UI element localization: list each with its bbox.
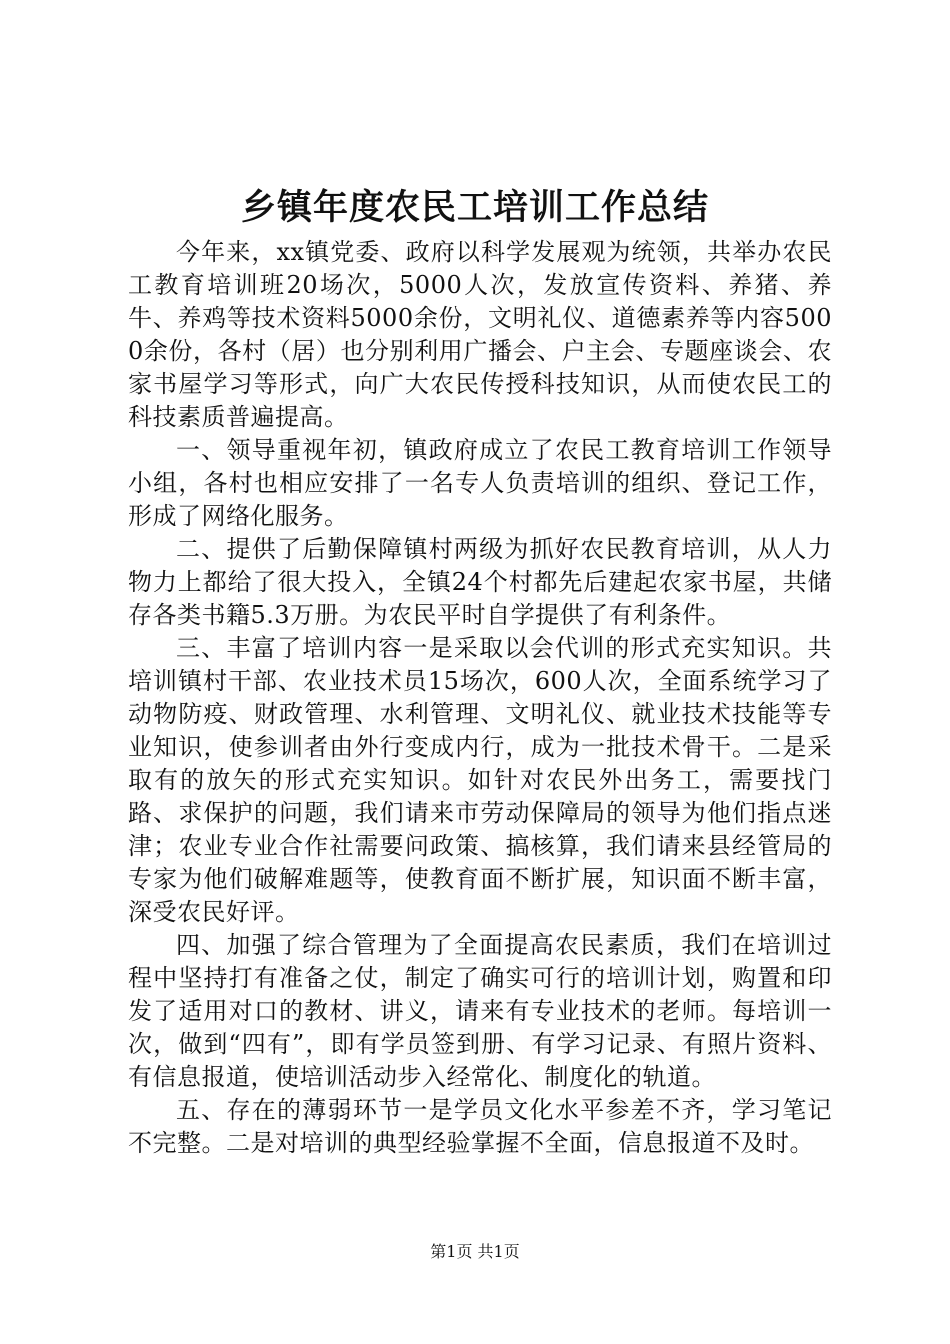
paragraph-leadership: 一、领导重视年初，镇政府成立了农民工教育培训工作领导小组，各村也相应安排了一名专人负责培训的组织、登记工作，形成了网络化服务。: [128, 436, 832, 530]
paragraph-content: 三、丰富了培训内容一是采取以会代训的形式充实知识。共培训镇村干部、农业技术员15场次，600人次，全面系统学习了动物防疫、财政管理、水利管理、文明礼仪、就业技术技能等专业知识，使参训者由外行变成内行，成为一批技术骨干。二是采取有的放矢的形式充实知识。如针对农民外出务工，需要找门路、求保护的问题，我们请来市劳动保障局的领导为他们指点迷津；农业专业合作社需要问政策、搞核算，我们请来县经管局的专家为他们破解难题等，使教育面不断扩展，知识面不断丰富，深受农民好评。: [128, 634, 832, 926]
paragraph-intro: 今年来，xx镇党委、政府以科学发展观为统领，共举办农民工教育培训班20场次，5000人次，发放宣传资料、养猪、养牛、养鸡等技术资料5000余份，文明礼仪、道德素养等内容5000余份，各村（居）也分别利用广播会、户主会、专题座谈会、农家书屋学习等形式，向广大农民传授科技知识，从而使农民工的科技素质普遍提高。: [128, 238, 832, 431]
paragraph-logistics: 二、提供了后勤保障镇村两级为抓好农民教育培训，从人力物力上都给了很大投入，全镇24个村都先后建起农家书屋，共储存各类书籍5.3万册。为农民平时自学提供了有利条件。: [128, 535, 832, 629]
document-title: 乡镇年度农民工培训工作总结: [240, 187, 709, 228]
paragraph-management: 四、加强了综合管理为了全面提高农民素质，我们在培训过程中坚持打有准备之仗，制定了确实可行的培训计划，购置和印发了适用对口的教材、讲义，请来有专业技术的老师。每培训一次，做到“四有”，即有学员签到册、有学习记录、有照片资料、有信息报道，使培训活动步入经常化、制度化的轨道。: [128, 931, 832, 1091]
page-number-footer: 第1页 共1页: [430, 1242, 520, 1261]
paragraph-weaknesses: 五、存在的薄弱环节一是学员文化水平参差不齐，学习笔记不完整。二是对培训的典型经验掌握不全面，信息报道不及时。: [128, 1096, 832, 1157]
document-body: [128, 236, 832, 1160]
